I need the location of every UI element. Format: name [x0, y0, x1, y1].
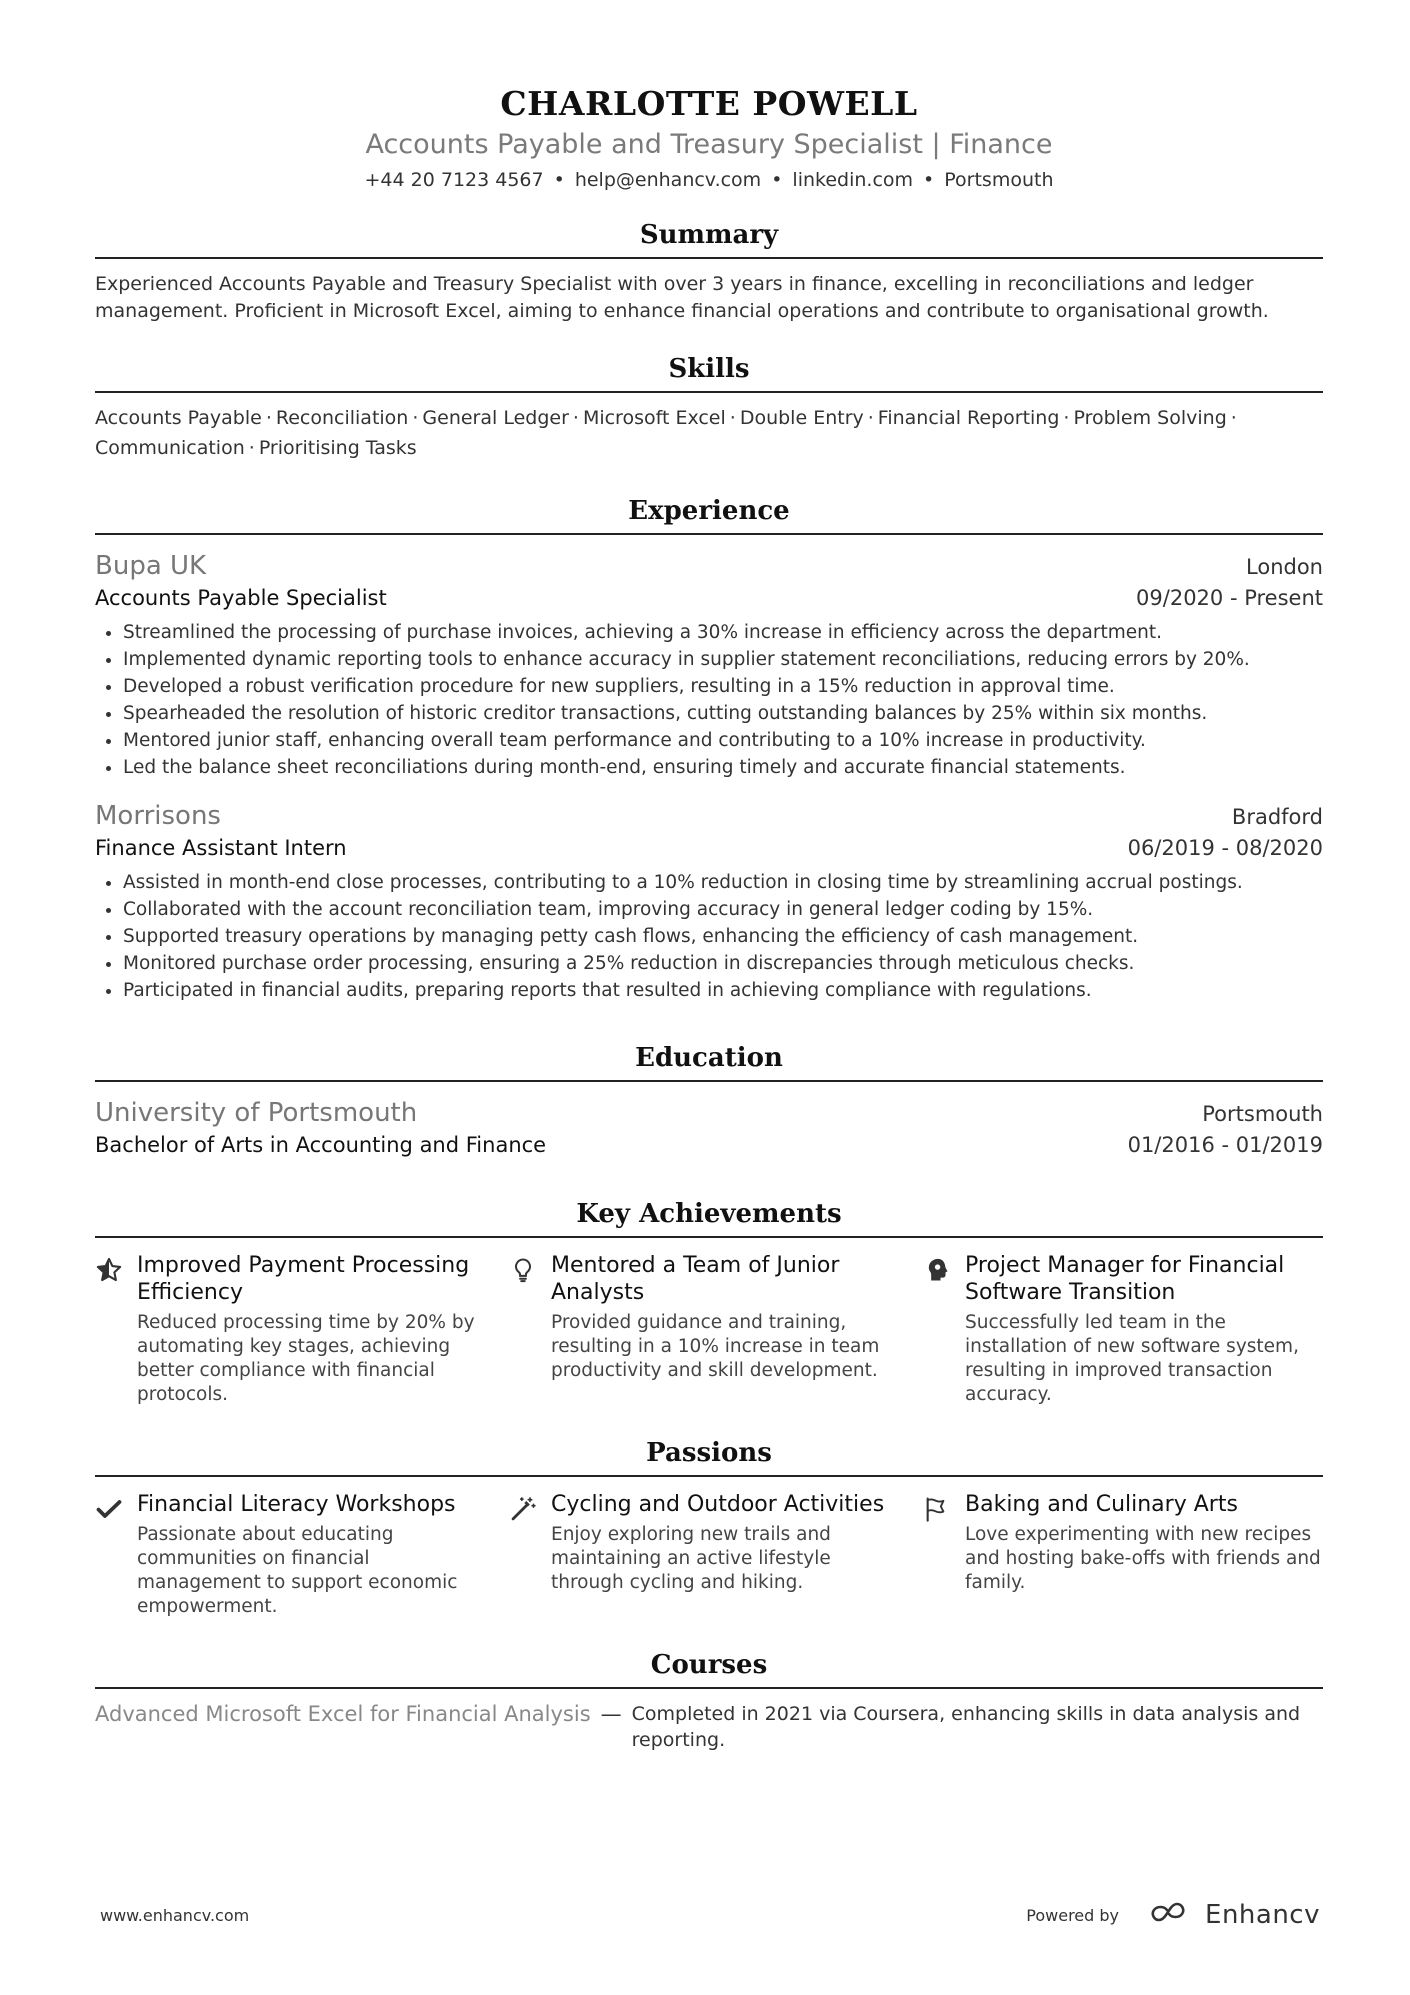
flag-icon: [923, 1491, 965, 1619]
job-bullets: [95, 869, 1323, 1004]
job-role: Finance Assistant Intern: [95, 836, 347, 860]
job-bullets: [95, 619, 1323, 781]
skill-item: Double Entry: [739, 407, 864, 429]
email-link[interactable]: help@enhancv.com: [574, 169, 762, 191]
job-dates: 06/2019 - 08/2020: [1127, 836, 1323, 860]
achievement-title: Improved Payment Processing Efficiency: [137, 1253, 470, 1305]
job-bullet: • Collaborated with the account reconciliation team, improving accuracy in general ledger coding by 15%.: [123, 896, 1323, 923]
job-bullet: • Mentored junior staff, enhancing overall team performance and contributing to a 10% increase in productivity.: [123, 727, 1323, 754]
summary-text: Experienced Accounts Payable and Treasury Specialist with over 3 years in finance, excelling in reconciliations and ledger management. Proficient in Microsoft Excel, aiming to enhance financial operations and contribute to organisational growth.: [95, 273, 1269, 322]
achievement-desc: Provided guidance and training, resulting in a 10% increase in team productivity and skill development.: [551, 1312, 880, 1381]
footer-site-link[interactable]: www.enhancv.com: [100, 1905, 250, 1925]
section-title-courses: Courses: [95, 1647, 1323, 1689]
skill-item: Accounts Payable: [95, 407, 262, 429]
section-title-summary: Summary: [95, 217, 1323, 259]
job-bullet: • Developed a robust verification procedure for new suppliers, resulting in a 15% reduction in approval time.: [123, 673, 1323, 700]
achievement-item: [509, 1252, 909, 1407]
skill-item: Reconciliation: [275, 407, 409, 429]
passion-title: Baking and Culinary Arts: [965, 1492, 1238, 1517]
education-location: Portsmouth: [1202, 1102, 1323, 1126]
magic-wand-icon: [509, 1491, 551, 1619]
job-location: Bradford: [1231, 805, 1323, 829]
powered-by: [1026, 1900, 1320, 1930]
summary-section: [95, 217, 1323, 325]
job-dates: 09/2020 - Present: [1136, 586, 1323, 610]
section-title-achievements: Key Achievements: [95, 1196, 1323, 1238]
job-bullet: • Led the balance sheet reconciliations during month-end, ensuring timely and accurate financial statements.: [123, 754, 1323, 781]
education-degree: Bachelor of Arts in Accounting and Finance: [95, 1133, 547, 1157]
job-role: Accounts Payable Specialist: [95, 586, 387, 610]
resume-page: [95, 0, 1323, 1753]
linkedin-link[interactable]: linkedin.com: [792, 169, 914, 191]
job-bullet: • Monitored purchase order processing, ensuring a 25% reduction in discrepancies through meticulous checks.: [123, 950, 1323, 977]
job-bullet: • Participated in financial audits, preparing reports that resulted in achieving compliance with regulations.: [123, 977, 1323, 1004]
achievements-section: [95, 1196, 1323, 1407]
achievement-desc: Successfully led team in the installation of new software system, resulting in improved transaction accuracy.: [965, 1312, 1299, 1405]
education-dates: 01/2016 - 01/2019: [1127, 1133, 1323, 1157]
location-text: Portsmouth: [944, 169, 1054, 191]
achievement-desc: Reduced processing time by 20% by automating key stages, achieving better compliance with financial protocols.: [137, 1312, 475, 1405]
skill-item: Microsoft Excel: [582, 407, 726, 429]
passion-item: [509, 1491, 909, 1619]
separator-dot: •: [771, 169, 783, 191]
achievement-item: [95, 1252, 495, 1407]
passion-title: Cycling and Outdoor Activities: [551, 1492, 885, 1517]
separator-dot: •: [553, 169, 565, 191]
achievement-title: Project Manager for Financial Software Transition: [965, 1253, 1285, 1305]
powered-by-label: Powered by: [1026, 1905, 1120, 1925]
skill-item: Financial Reporting: [877, 407, 1060, 429]
course-item: [95, 1701, 1323, 1753]
resume-header: [95, 0, 1323, 193]
job-company: Bupa UK: [95, 551, 207, 581]
section-title-experience: Experience: [95, 493, 1323, 535]
passion-desc: Passionate about educating communities on financial management to support economic empowerment.: [137, 1524, 458, 1617]
section-title-skills: Skills: [95, 351, 1323, 393]
lightbulb-icon: [509, 1252, 551, 1407]
course-desc: Completed in 2021 via Coursera, enhancing skills in data analysis and reporting.: [631, 1703, 1301, 1751]
skill-item: Problem Solving: [1073, 407, 1227, 429]
job-company: Morrisons: [95, 801, 221, 831]
passion-desc: Love experimenting with new recipes and hosting bake-offs with friends and family.: [965, 1524, 1321, 1593]
skill-item: General Ledger: [422, 407, 569, 429]
skills-list: Accounts Payable · Reconciliation · General Ledger · Microsoft Excel · Double Entry · Financial Reporting · Problem Solving · Communication · Prioritising Tasks: [95, 407, 1237, 459]
job-bullet: • Streamlined the processing of purchase invoices, achieving a 30% increase in efficiency across the department.: [123, 619, 1323, 646]
course-name: Advanced Microsoft Excel for Financial Analysis: [95, 1702, 591, 1726]
education-school: University of Portsmouth: [95, 1098, 418, 1128]
candidate-name: CHARLOTTE POWELL: [500, 84, 918, 123]
job-bullet: • Spearheaded the resolution of historic creditor transactions, cutting outstanding balances by 25% within six months.: [123, 700, 1323, 727]
page-footer: [100, 1900, 1320, 1930]
achievement-title: Mentored a Team of Junior Analysts: [551, 1253, 840, 1305]
passion-desc: Enjoy exploring new trails and maintaining an active lifestyle through cycling and hiking.: [551, 1524, 831, 1593]
courses-section: [95, 1647, 1323, 1753]
experience-section: [95, 493, 1323, 1004]
enhancv-logo-icon: [1147, 1902, 1195, 1928]
passion-title: Financial Literacy Workshops: [137, 1492, 456, 1517]
job-entry: [95, 549, 1323, 781]
passion-item: [95, 1491, 495, 1619]
achievement-item: [923, 1252, 1323, 1407]
skill-item: Communication: [95, 437, 245, 459]
education-entry: [95, 1096, 1323, 1160]
skill-item: Prioritising Tasks: [258, 437, 417, 459]
job-bullet: • Supported treasury operations by managing petty cash flows, enhancing the efficiency of cash management.: [123, 923, 1323, 950]
section-title-education: Education: [95, 1040, 1323, 1082]
separator-dot: •: [923, 169, 935, 191]
passions-section: [95, 1435, 1323, 1619]
education-section: [95, 1040, 1323, 1160]
candidate-title: Accounts Payable and Treasury Specialist | Finance: [365, 129, 1053, 160]
passion-item: [923, 1491, 1323, 1619]
job-bullet: • Assisted in month-end close processes, contributing to a 10% reduction in closing time by streamlining accrual postings.: [123, 869, 1323, 896]
job-location: London: [1246, 555, 1323, 579]
brand-name: Enhancv: [1205, 1900, 1320, 1930]
checkmark-icon: [95, 1491, 137, 1619]
course-dash: —: [600, 1702, 622, 1726]
head-icon: [923, 1252, 965, 1407]
job-bullet: • Implemented dynamic reporting tools to enhance accuracy in supplier statement reconciliations, reducing errors by 20%.: [123, 646, 1323, 673]
skills-section: [95, 351, 1323, 463]
contact-line: [95, 167, 1323, 193]
star-icon: [95, 1252, 137, 1407]
section-title-passions: Passions: [95, 1435, 1323, 1477]
phone-text: +44 20 7123 4567: [364, 169, 544, 191]
job-entry: [95, 799, 1323, 1004]
